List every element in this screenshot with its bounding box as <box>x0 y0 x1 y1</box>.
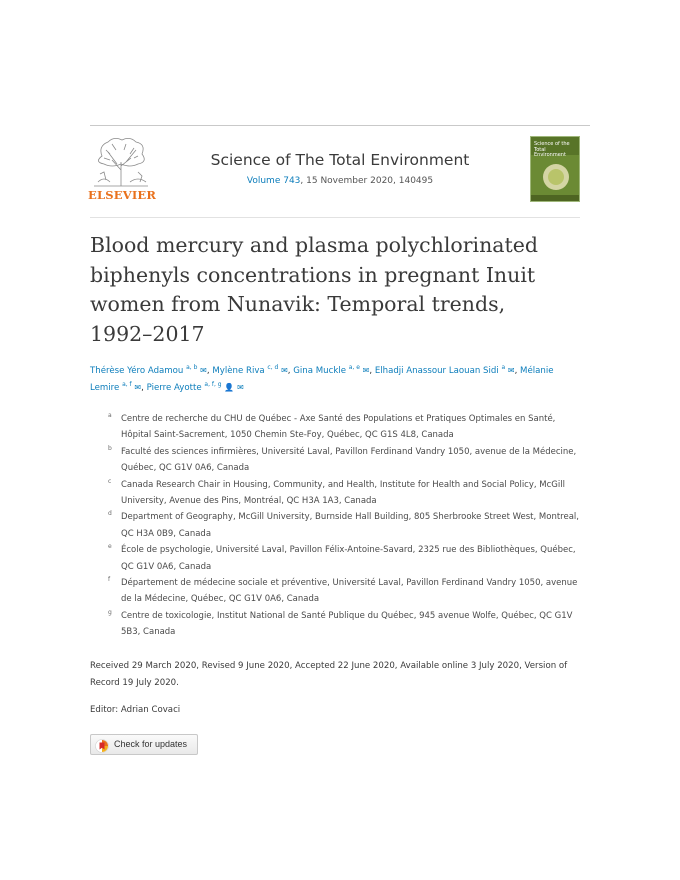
affiliation-text: Canada Research Chair in Housing, Community, and Health, Institute for Health and Social Policy, McGill University, Avenue des Pins, Montréal, QC H3A 1A3, Canada <box>121 479 565 507</box>
author-name[interactable]: Thérèse Yéro Adamou <box>90 366 184 376</box>
journal-issue-info <box>160 176 520 186</box>
mail-icon[interactable]: ✉ <box>134 382 142 392</box>
affiliation-item <box>108 411 580 444</box>
affiliation-item <box>108 444 580 477</box>
author-affiliation-ref[interactable]: a, f <box>122 380 132 388</box>
affiliation-item <box>108 542 580 575</box>
volume-link[interactable]: Volume 743 <box>246 176 301 186</box>
cover-title: Science of the Total Environment <box>534 141 570 158</box>
affiliation-label: a <box>108 412 112 419</box>
affiliation-text: Département de médecine sociale et préventive, Université Laval, Pavillon Ferdinand Vandry 1050, avenue de la Médecine, Québec, QC G1V 0A6, Canada <box>121 578 578 605</box>
editor-credit: Editor: Adrian Covaci <box>90 705 181 715</box>
affiliation-item <box>108 608 580 641</box>
author-name[interactable]: Elhadji Anassour Laouan Sidi <box>374 366 499 376</box>
article-title: Blood mercury and plasma polychlorinated biphenyls concentrations in pregnant Inuit women from Nunavik: Temporal trends, 1992–2017 <box>90 233 539 346</box>
author-affiliation-ref[interactable]: a, b <box>186 364 198 372</box>
affiliation-item <box>108 575 580 608</box>
mail-icon[interactable]: ✉ <box>281 366 288 375</box>
author-separator: , <box>141 382 147 393</box>
mail-icon[interactable]: ✉ <box>507 366 515 375</box>
person-icon[interactable]: 👤 <box>224 382 235 392</box>
affiliation-text: Centre de recherche du CHU de Québec - Axe Santé des Populations et Pratiques Optimales en Santé, Hôpital Saint-Sacrement, 1050 Chemin Ste-Foy, Québec, QC G1S 4L8, Canada <box>121 414 556 441</box>
author-separator: , <box>287 366 294 376</box>
author-affiliation-ref[interactable]: a, e <box>348 364 360 372</box>
affiliation-text: Faculté des sciences infirmières, Université Laval, Pavillon Ferdinand Vandry 1050, avenue de la Médecine, Québec, QC G1V 0A6, Canada <box>121 446 577 474</box>
author-name[interactable]: Pierre Ayotte <box>146 382 202 393</box>
author-separator: , <box>206 366 213 376</box>
issue-details: , 15 November 2020, 140495 <box>300 176 434 186</box>
affiliation-label: c <box>108 477 112 485</box>
article-history-dates: Received 29 March 2020, Revised 9 June 2020, Accepted 22 June 2020, Available online 3 July 2020, Version of Record 19 July 2020. <box>90 661 568 688</box>
affiliation-label: g <box>108 608 112 616</box>
affiliation-text: École de psychologie, Université Laval, Pavillon Félix-Antoine-Savard, 2325 rue des Bibliothèques, Québec, QC G1V 0A6, Canada <box>121 545 576 572</box>
journal-title[interactable]: Science of The Total Environment <box>210 151 470 169</box>
author-affiliation-ref[interactable]: a, f, g <box>204 380 222 388</box>
mail-icon[interactable]: ✉ <box>362 366 370 375</box>
check-for-updates-label: Check for updates <box>114 739 188 749</box>
affiliation-label: b <box>108 444 112 452</box>
author-separator: , <box>514 366 521 376</box>
author-name[interactable]: Mélanie Lemire <box>90 366 554 393</box>
mail-icon[interactable]: ✉ <box>237 382 244 392</box>
journal-cover-image[interactable] <box>530 136 580 202</box>
publisher-name: ELSEVIER <box>88 188 157 202</box>
affiliation-label: d <box>108 510 112 518</box>
mail-icon[interactable]: ✉ <box>200 366 207 375</box>
author-affiliation-ref[interactable]: c, d <box>267 364 279 372</box>
author-name[interactable]: Mylène Riva <box>212 366 265 376</box>
affiliation-item <box>108 509 580 542</box>
affiliation-text: Department of Geography, McGill University, Burnside Hall Building, 805 Sherbrooke Street West, Montreal, QC H3A 0B9, Canada <box>121 512 579 539</box>
author-affiliation-ref[interactable]: a <box>501 364 506 372</box>
affiliation-list <box>108 411 580 641</box>
affiliation-label: e <box>108 543 112 551</box>
author-list <box>90 363 570 396</box>
author-separator: , <box>369 366 375 376</box>
top-divider <box>90 125 590 126</box>
affiliation-item <box>108 477 580 510</box>
author-name[interactable]: Gina Muckle <box>293 366 346 376</box>
check-for-updates-button[interactable] <box>90 734 198 755</box>
affiliation-label: f <box>108 576 111 584</box>
header-divider <box>90 217 580 218</box>
check-for-updates-icon <box>95 738 109 757</box>
affiliation-text: Centre de toxicologie, Institut National de Santé Publique du Québec, 945 avenue Wolfe, Québec, QC G1V 5B3, Canada <box>121 610 573 638</box>
